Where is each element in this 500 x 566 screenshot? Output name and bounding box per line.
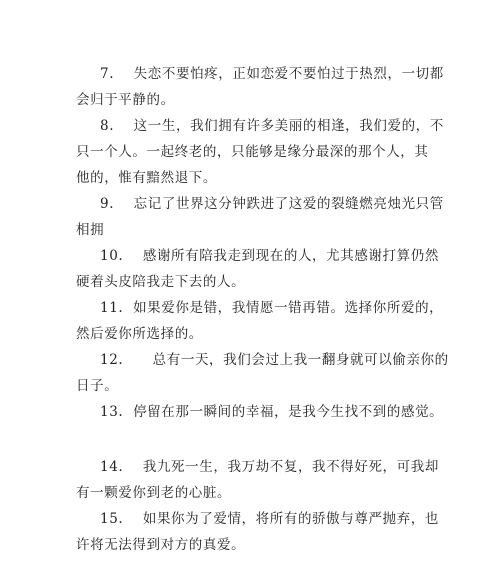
item-8-line-2: 只一个人。一起终老的，只能够是缘分最深的那个人，其	[76, 144, 429, 160]
item-12-line-1	[100, 351, 449, 369]
item-13-number: 13.	[100, 404, 124, 420]
item-10-line-1	[100, 247, 439, 265]
item-15-text: 如果你为了爱情，将所有的骄傲与尊严抛弃，也	[142, 511, 439, 527]
item-14-line-1	[100, 458, 439, 476]
item-12-number: 12.	[100, 352, 124, 368]
item-9-line-2: 相拥	[76, 222, 105, 238]
item-15-line-2: 许将无法得到对方的真爱。	[76, 537, 246, 553]
item-11-text: 如果爱你是错，我情愿一错再错。选择你所爱的，	[133, 300, 444, 316]
item-9-line-1	[100, 195, 444, 213]
item-12-line-2: 日子。	[76, 378, 119, 394]
item-8-number: 8.	[100, 118, 115, 134]
item-10-line-2: 硬着头皮陪我走下去的人。	[76, 274, 246, 290]
item-7-line-1	[100, 65, 444, 83]
item-15-number: 15.	[100, 511, 124, 527]
item-11-line-1	[100, 299, 443, 317]
clipped-next-line	[76, 558, 436, 566]
item-11-line-2: 然后爱你所选择的。	[76, 326, 203, 342]
item-7-number: 7.	[100, 66, 115, 82]
item-7-line-2: 会归于平静的。	[76, 92, 175, 108]
item-12-text: 总有一天，我们会过上我一翻身就可以偷亲你的	[152, 352, 449, 368]
item-13-text: 停留在那一瞬间的幸福，是我今生找不到的感觉。	[133, 404, 444, 420]
item-9-text: 忘记了世界这分钟跌进了这爱的裂缝燃亮烛光只管	[133, 196, 444, 212]
item-15-line-1	[100, 510, 439, 528]
item-14-text: 我九死一生，我万劫不复，我不得好死，可我却	[142, 459, 439, 475]
item-9-number: 9.	[100, 196, 115, 212]
item-10-text: 感谢所有陪我走到现在的人，尤其感谢打算仍然	[142, 248, 439, 264]
item-8-text: 这一生，我们拥有许多美丽的相逢，我们爱的，不	[133, 118, 444, 134]
item-13-line-1	[100, 403, 443, 421]
item-7-text: 失恋不要怕疼，正如恋爱不要怕过于热烈，一切都	[133, 66, 444, 82]
item-8-line-3: 他的，惟有黯然退下。	[76, 170, 217, 186]
item-14-line-2: 有一颗爱你到老的心脏。	[76, 485, 232, 501]
item-11-number: 11.	[100, 300, 124, 316]
item-14-number: 14.	[100, 459, 124, 475]
item-8-line-1	[100, 117, 444, 135]
item-10-number: 10.	[100, 248, 124, 264]
